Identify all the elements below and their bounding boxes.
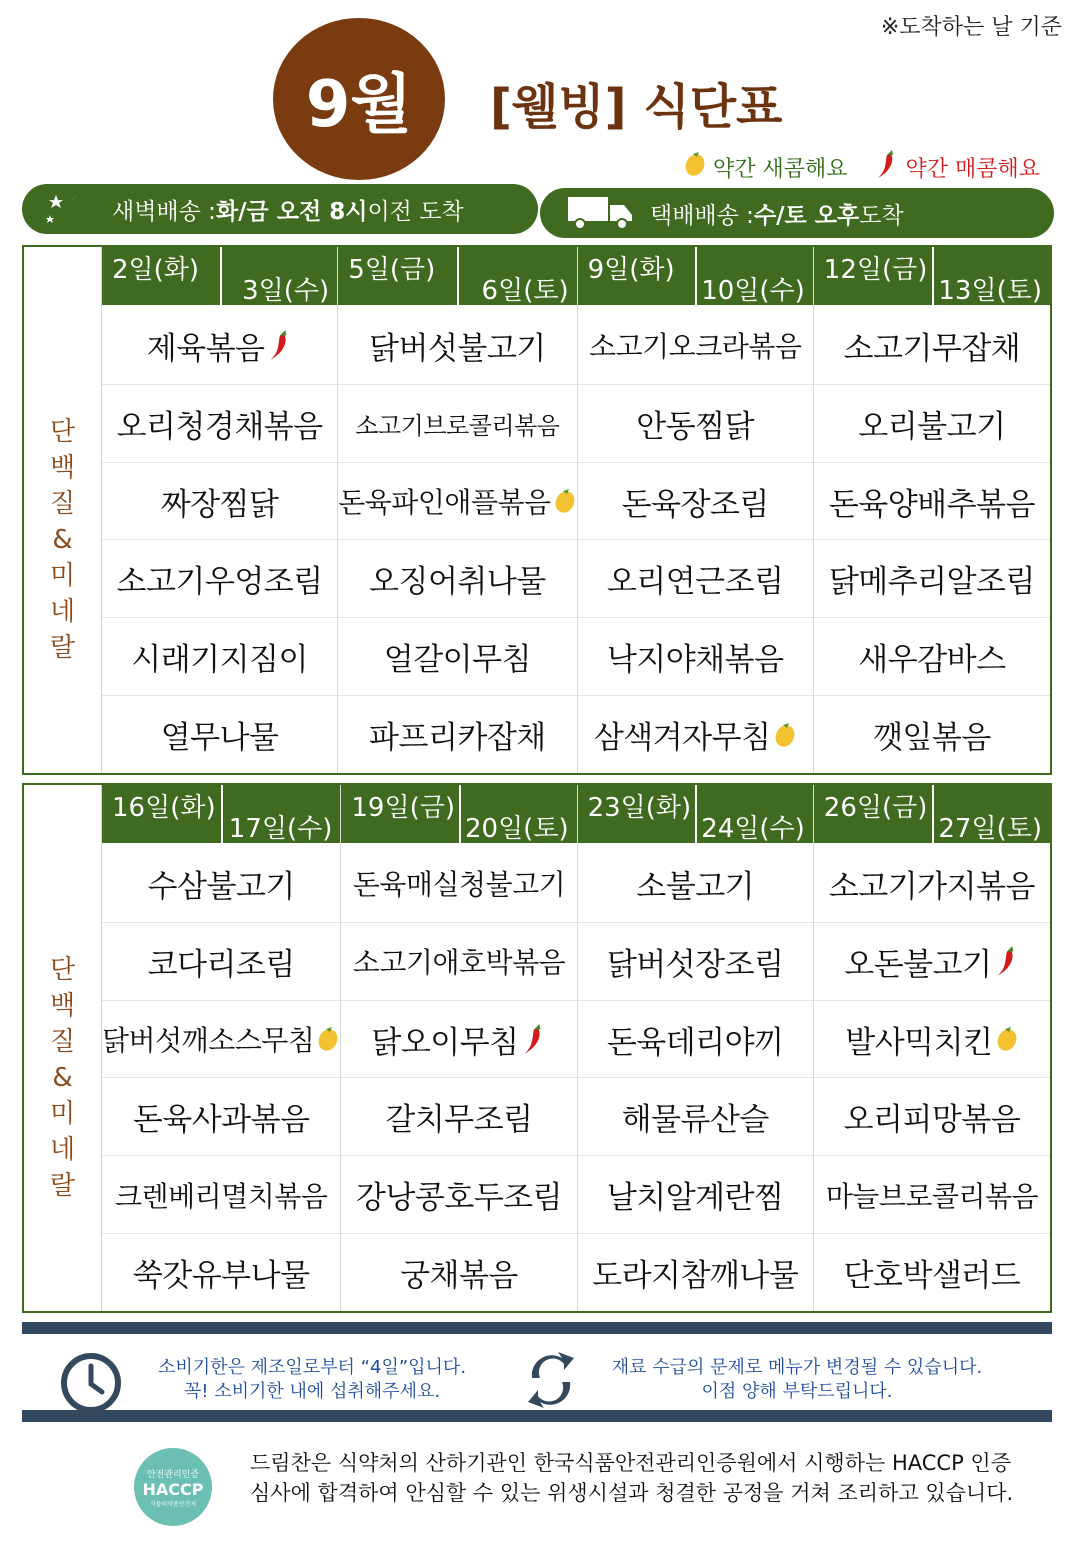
parcel-delivery-banner — [540, 188, 1054, 238]
category-char: 미 — [49, 1099, 76, 1129]
menu-item-label: 단호박샐러드 — [843, 1258, 1021, 1295]
header-divider — [932, 247, 934, 307]
menu-item — [102, 696, 337, 773]
menu-item — [341, 1078, 576, 1156]
pepper-icon — [994, 944, 1020, 978]
arrival-note: ※도착하는 날 기준 — [880, 15, 1062, 40]
parcel-delivery-suffix: 도착 — [859, 202, 904, 229]
menu-item — [578, 540, 813, 618]
menu-item — [814, 540, 1050, 618]
menu-item — [814, 1078, 1050, 1156]
menu-item — [102, 1234, 340, 1311]
menu-item — [102, 1001, 340, 1079]
menu-item-label: 오징어취나물 — [369, 564, 546, 601]
menu-column — [102, 247, 338, 773]
menu-table-week2 — [22, 783, 1052, 1313]
page-title: [웰빙] 식단표 — [490, 79, 783, 135]
menu-item — [578, 696, 813, 773]
menu-item-label: 발사믹치킨 — [845, 1024, 993, 1061]
date-label: 23일(화) — [587, 793, 692, 823]
menu-item — [814, 1001, 1050, 1079]
menu-item — [338, 618, 576, 696]
header-divider — [695, 247, 697, 307]
lemon-icon — [316, 1024, 340, 1054]
pepper-icon — [521, 1022, 547, 1056]
dawn-delivery-banner — [22, 184, 538, 234]
date-header — [341, 785, 576, 845]
menu-item-label: 안동찜닭 — [636, 408, 755, 445]
date-label: 16일(화) — [112, 793, 216, 823]
legend-pepper-label: 약간 매콤해요 — [905, 156, 1040, 182]
menu-item-label: 닭버섯장조림 — [606, 946, 784, 983]
menu-item-label: 돈육매실청불고기 — [352, 868, 566, 902]
date-label: 10일(수) — [701, 276, 805, 306]
menu-item — [578, 845, 813, 923]
menu-item — [578, 463, 813, 541]
category-char: 랄 — [49, 1171, 76, 1201]
menu-item-label: 수삼불고기 — [147, 868, 295, 905]
menu-item — [814, 307, 1050, 385]
clock-icon — [60, 1352, 122, 1418]
menu-item — [102, 307, 337, 385]
menu-item-label: 코다리조림 — [147, 946, 295, 983]
header-divider — [932, 785, 934, 845]
menu-item-label: 닭메추리알조림 — [828, 564, 1035, 601]
category-char: 네 — [49, 1135, 76, 1165]
header-divider — [695, 785, 697, 845]
menu-item — [814, 696, 1050, 773]
menu-item-label: 오리연근조림 — [606, 564, 784, 601]
category-char: & — [52, 525, 73, 555]
menu-item-label: 소불고기 — [636, 868, 755, 905]
menu-item-label: 날치알계란찜 — [606, 1180, 784, 1217]
menu-item-label: 소고기오크라볶음 — [589, 330, 802, 364]
haccp-logo-top: 안전관리인증 — [146, 1469, 200, 1480]
date-label: 5일(금) — [348, 255, 436, 285]
menu-column — [102, 785, 341, 1311]
lemon-icon — [773, 720, 797, 750]
menu-item-label: 닭오이무침 — [371, 1024, 519, 1061]
menu-item-label: 갈치무조림 — [385, 1102, 533, 1139]
category-label — [24, 785, 102, 1311]
menu-item-label: 제육볶음 — [146, 330, 265, 367]
menu-item — [578, 307, 813, 385]
date-header — [814, 785, 1050, 845]
category-char: 질 — [49, 489, 76, 519]
haccp-statement: 드림찬은 식약처의 산하기관인 한국식품안전관리인증원에서 시행하는 HACCP 인증 심사에 합격하여 안심할 수 있는 위생시설과 청결한 공정을 거쳐 조리하고 있습니다. — [250, 1451, 1014, 1505]
lemon-icon — [995, 1024, 1019, 1054]
category-label — [24, 247, 102, 773]
moon-icon — [42, 189, 98, 229]
date-label: 24일(수) — [701, 814, 805, 844]
menu-item-label: 돈육장조림 — [621, 486, 769, 523]
haccp-logo-main: HACCP — [142, 1479, 204, 1499]
category-char: 랄 — [49, 633, 76, 663]
menu-item-label: 시래기지짐이 — [131, 642, 308, 679]
category-char: 백 — [49, 453, 76, 483]
menu-grid — [102, 247, 1050, 773]
menu-item-label: 크렌베리멸치볶음 — [115, 1179, 328, 1213]
lemon-icon — [683, 151, 707, 183]
menu-item-label: 닭버섯불고기 — [369, 330, 546, 367]
dawn-delivery-time: 화/금 오전 8시 — [215, 198, 368, 225]
menu-item-label: 소고기애호박볶음 — [352, 946, 566, 980]
menu-item — [338, 385, 576, 463]
pepper-icon — [267, 328, 293, 362]
change-line-1: 재료 수급의 문제로 메뉴가 변경될 수 있습니다. — [611, 1357, 983, 1378]
menu-item-label: 돈육사과볶음 — [132, 1102, 310, 1139]
parcel-delivery-time: 수/토 오후 — [753, 202, 860, 229]
menu-item — [338, 540, 576, 618]
header-divider — [221, 785, 223, 845]
date-header — [102, 785, 340, 845]
date-header — [814, 247, 1050, 307]
dawn-delivery-prefix: 새벽배송 : — [112, 198, 216, 225]
category-char: 백 — [49, 991, 76, 1021]
menu-table-week1 — [22, 245, 1052, 775]
category-char: 네 — [49, 597, 76, 627]
haccp-logo — [134, 1448, 212, 1526]
expiry-line-1: 소비기한은 제조일로부터 “4일”입니다. — [157, 1357, 467, 1378]
menu-item-label: 소고기가지볶음 — [828, 868, 1035, 905]
date-label: 27일(토) — [938, 814, 1042, 844]
date-label: 12일(금) — [823, 255, 928, 285]
menu-item — [341, 1234, 576, 1311]
menu-item — [341, 923, 576, 1001]
date-label: 13일(토) — [938, 276, 1042, 306]
menu-item — [338, 463, 576, 541]
menu-item — [341, 845, 576, 923]
date-label: 19일(금) — [351, 793, 455, 823]
menu-item-label: 돈육양배추볶음 — [828, 486, 1035, 523]
dawn-delivery-suffix: 이전 도착 — [367, 198, 464, 225]
date-label: 26일(금) — [823, 793, 928, 823]
menu-item — [102, 845, 340, 923]
haccp-logo-bottom: 식품의약품안전처 — [149, 1500, 197, 1508]
date-label: 20일(토) — [464, 814, 569, 844]
menu-item — [102, 618, 337, 696]
date-header — [102, 247, 337, 307]
menu-item-label: 소고기브로콜리볶음 — [355, 411, 560, 440]
truck-icon — [564, 193, 636, 233]
category-char: 단 — [49, 955, 76, 985]
menu-item — [102, 923, 340, 1001]
menu-item — [814, 1156, 1050, 1234]
date-header — [578, 785, 813, 845]
menu-item — [578, 1078, 813, 1156]
menu-item-label: 도라지참깨나물 — [592, 1258, 799, 1295]
menu-item-label: 오리불고기 — [858, 408, 1006, 445]
menu-item — [814, 618, 1050, 696]
date-label: 6일(토) — [481, 276, 569, 306]
menu-item — [578, 1156, 813, 1234]
menu-item-label: 마늘브로콜리볶음 — [825, 1179, 1039, 1213]
header-divider — [220, 247, 222, 307]
parcel-delivery-prefix: 택배배송 : — [650, 202, 754, 229]
legend-lemon — [683, 148, 848, 186]
menu-change-notice — [592, 1356, 1002, 1404]
lemon-icon — [553, 486, 577, 516]
menu-item-label: 쑥갓유부나물 — [132, 1258, 310, 1295]
menu-column — [338, 247, 577, 773]
expiry-line-2: 꼭! 소비기한 내에 섭취해주세요. — [183, 1381, 441, 1402]
menu-item — [578, 923, 813, 1001]
menu-item-label: 닭버섯깨소스무침 — [102, 1024, 315, 1058]
menu-item — [814, 385, 1050, 463]
header-divider — [459, 785, 461, 845]
menu-item-label: 파프리카잡채 — [369, 720, 546, 757]
header-divider — [457, 247, 459, 307]
menu-item-label: 궁채볶음 — [400, 1258, 518, 1295]
category-char: & — [52, 1063, 73, 1093]
menu-item-label: 오리청경채볶음 — [116, 408, 323, 445]
menu-item-label: 소고기우엉조림 — [116, 564, 323, 601]
change-line-2: 이점 양해 부탁드립니다. — [701, 1381, 893, 1402]
category-char: 질 — [49, 1027, 76, 1057]
date-label: 17일(수) — [228, 814, 333, 844]
menu-item — [341, 1156, 576, 1234]
date-label: 9일(화) — [587, 255, 675, 285]
date-label: 3일(수) — [242, 276, 330, 306]
menu-item-label: 깻잎볶음 — [873, 720, 991, 757]
menu-item — [814, 845, 1050, 923]
menu-item — [102, 1078, 340, 1156]
category-char: 미 — [49, 561, 76, 591]
menu-item — [102, 540, 337, 618]
menu-item-label: 삼색겨자무침 — [593, 720, 771, 757]
menu-item — [814, 463, 1050, 541]
menu-item-label: 돈육파인애플볶음 — [338, 486, 551, 520]
date-label: 2일(화) — [112, 255, 200, 285]
menu-column — [814, 785, 1050, 1311]
menu-column — [578, 785, 814, 1311]
menu-column — [814, 247, 1050, 773]
menu-item-label: 낙지야채볶음 — [606, 642, 784, 679]
menu-item-label: 오리피망볶음 — [843, 1102, 1021, 1139]
month-badge: 9월 — [273, 18, 445, 180]
expiry-notice — [157, 1356, 467, 1404]
menu-item — [338, 696, 576, 773]
menu-item — [338, 307, 576, 385]
menu-item — [814, 1234, 1050, 1311]
legend-pepper — [875, 148, 1040, 186]
menu-item — [578, 618, 813, 696]
menu-item — [814, 923, 1050, 1001]
menu-column — [578, 247, 814, 773]
menu-item — [341, 1001, 576, 1079]
menu-item-label: 열무나물 — [160, 720, 279, 757]
category-char: 단 — [49, 417, 76, 447]
legend-lemon-label: 약간 새콤해요 — [712, 156, 848, 182]
date-header — [578, 247, 813, 307]
menu-item — [102, 463, 337, 541]
pepper-icon — [875, 148, 899, 186]
menu-item-label: 오돈불고기 — [844, 946, 992, 983]
menu-item — [578, 385, 813, 463]
date-header — [338, 247, 576, 307]
menu-item-label: 짜장찜닭 — [160, 486, 279, 523]
menu-item-label: 얼갈이무침 — [383, 642, 532, 679]
menu-item-label: 강낭콩호두조림 — [355, 1180, 563, 1217]
menu-item — [578, 1234, 813, 1311]
menu-grid — [102, 785, 1050, 1311]
menu-column — [341, 785, 577, 1311]
legend — [683, 148, 1040, 186]
menu-item — [102, 1156, 340, 1234]
menu-item-label: 돈육데리야끼 — [606, 1024, 784, 1061]
menu-item — [102, 385, 337, 463]
refresh-icon — [522, 1348, 580, 1416]
info-band — [22, 1322, 1052, 1422]
menu-item — [578, 1001, 813, 1079]
menu-item-label: 해물류산슬 — [621, 1102, 769, 1139]
menu-item-label: 소고기무잡채 — [843, 330, 1021, 367]
menu-item-label: 새우감바스 — [858, 642, 1006, 679]
